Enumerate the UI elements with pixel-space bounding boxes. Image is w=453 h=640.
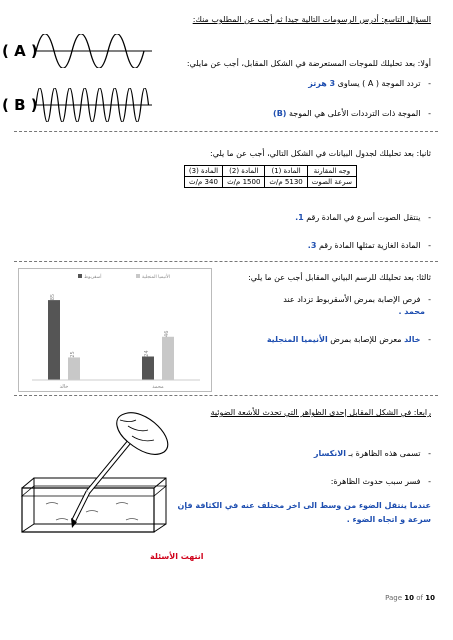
part1-question-1: - تردد الموجة ( A ) يساوى 3 هرتز (308, 79, 431, 88)
part3-answer-1: محمد . (398, 307, 425, 316)
divider (14, 131, 438, 132)
chart-data-label: 25 (70, 351, 76, 358)
part3-answer-name: خالد (404, 335, 421, 344)
table-header-row (184, 166, 356, 177)
table-header-cell: المادة (3) (184, 166, 222, 177)
part3-answer-2: الأنيميا المنجلية (266, 335, 328, 344)
part4-title: رابعا: في الشكل المقابل إحدى الظواهر التي تحدث للأشعة الضوئية (210, 408, 431, 417)
chart-legend-label: أسقربوط (84, 275, 102, 280)
part4-question-1: - تسمى هذه الظاهرة بـ الانكسار (313, 449, 431, 458)
divider (14, 395, 438, 396)
part4-question-2: - فسر سبب حدوث الظاهرة: (330, 477, 431, 486)
part2-question-1: - ينتقل الصوت أسرع في المادة رقم 1. (295, 213, 431, 222)
part2-question-2: - المادة الغازية تمثلها المادة رقم 3. (307, 241, 431, 250)
table-cell: 5130 م/ث (265, 177, 307, 188)
part4-answer-line-2: سرعة و اتجاه الضوء . (346, 515, 431, 524)
chart-bar (142, 357, 154, 381)
wave-b-label: ( B ) (2, 96, 38, 114)
page-footer: Page 10 of 10 (385, 594, 435, 602)
chart-data-label: 24 (144, 350, 150, 357)
chart-frame (19, 269, 212, 392)
table-header-cell: وجه المقارنة (307, 166, 356, 177)
table-header-cell: المادة (2) (223, 166, 265, 177)
chart-data-label: 85 (50, 293, 56, 301)
chart-category-label: محمد (152, 384, 164, 390)
table-cell: سرعة الصوت (307, 177, 356, 188)
table-cell: 340 م/ث (184, 177, 222, 188)
chart-legend-swatch (136, 274, 140, 278)
part1-title: أولا: بعد تحليلك للموجات المستعرضة في الشكل المقابل، أجب عن مايلي: (186, 59, 431, 68)
table-row (184, 177, 356, 188)
chart-bar (162, 337, 174, 380)
wave-a-diagram (34, 34, 152, 68)
chart-category-label: خالد (59, 384, 69, 390)
part3-title: ثالثا: بعد تحليلك للرسم البياني المقابل أجب عن ما يلي: (248, 273, 431, 282)
part2-answer-2: 3. (307, 241, 317, 250)
chart-legend-label: الأنيميا المنجلية (142, 275, 170, 280)
chart-legend-swatch (78, 274, 82, 278)
part4-answer-1: الانكسار (313, 449, 346, 458)
chart-bar (68, 357, 80, 380)
part2-title: ثانيا: بعد تحليلك لجدول البيانات في الشكل التالي، أجب عن ما يلي: (210, 149, 431, 158)
question-title: السؤال التاسع: أدرس الرسومات التالية جيدا ثم أجب عن المطلوب منك: (192, 15, 431, 24)
refraction-illustration (16, 412, 176, 534)
part1-answer-1: 3 هرتز (308, 79, 336, 88)
part4-answer-line-1: عندما ينتقل الضوء من وسط الى اخر مختلف عنه في الكثافة فإن (177, 501, 431, 510)
wave-a-label: ( A ) (2, 42, 38, 60)
speed-table (184, 165, 357, 188)
part1-question-2: - الموجة ذات الترددات الأعلى هي الموجة (B) (273, 109, 431, 118)
part1-answer-2: (B) (273, 109, 287, 118)
divider (14, 261, 438, 262)
chart-data-label: 46 (164, 330, 170, 337)
wave-b-diagram (34, 88, 152, 122)
end-of-questions: انتهت الأسئلة (150, 552, 204, 561)
part3-question-2: - خالد معرض للإصابة بمرض الأنيميا المنجلية (266, 335, 431, 344)
chart-bar (48, 300, 60, 380)
part2-answer-1: 1. (295, 213, 304, 222)
container-back (34, 478, 166, 524)
table-cell: 1500 م/ث (223, 177, 265, 188)
table-header-cell: المادة (1) (265, 166, 307, 177)
bar-chart (18, 268, 212, 392)
part3-question-1: - فرص الإصابة بمرض الأسقربوط تزداد عند (283, 295, 431, 304)
